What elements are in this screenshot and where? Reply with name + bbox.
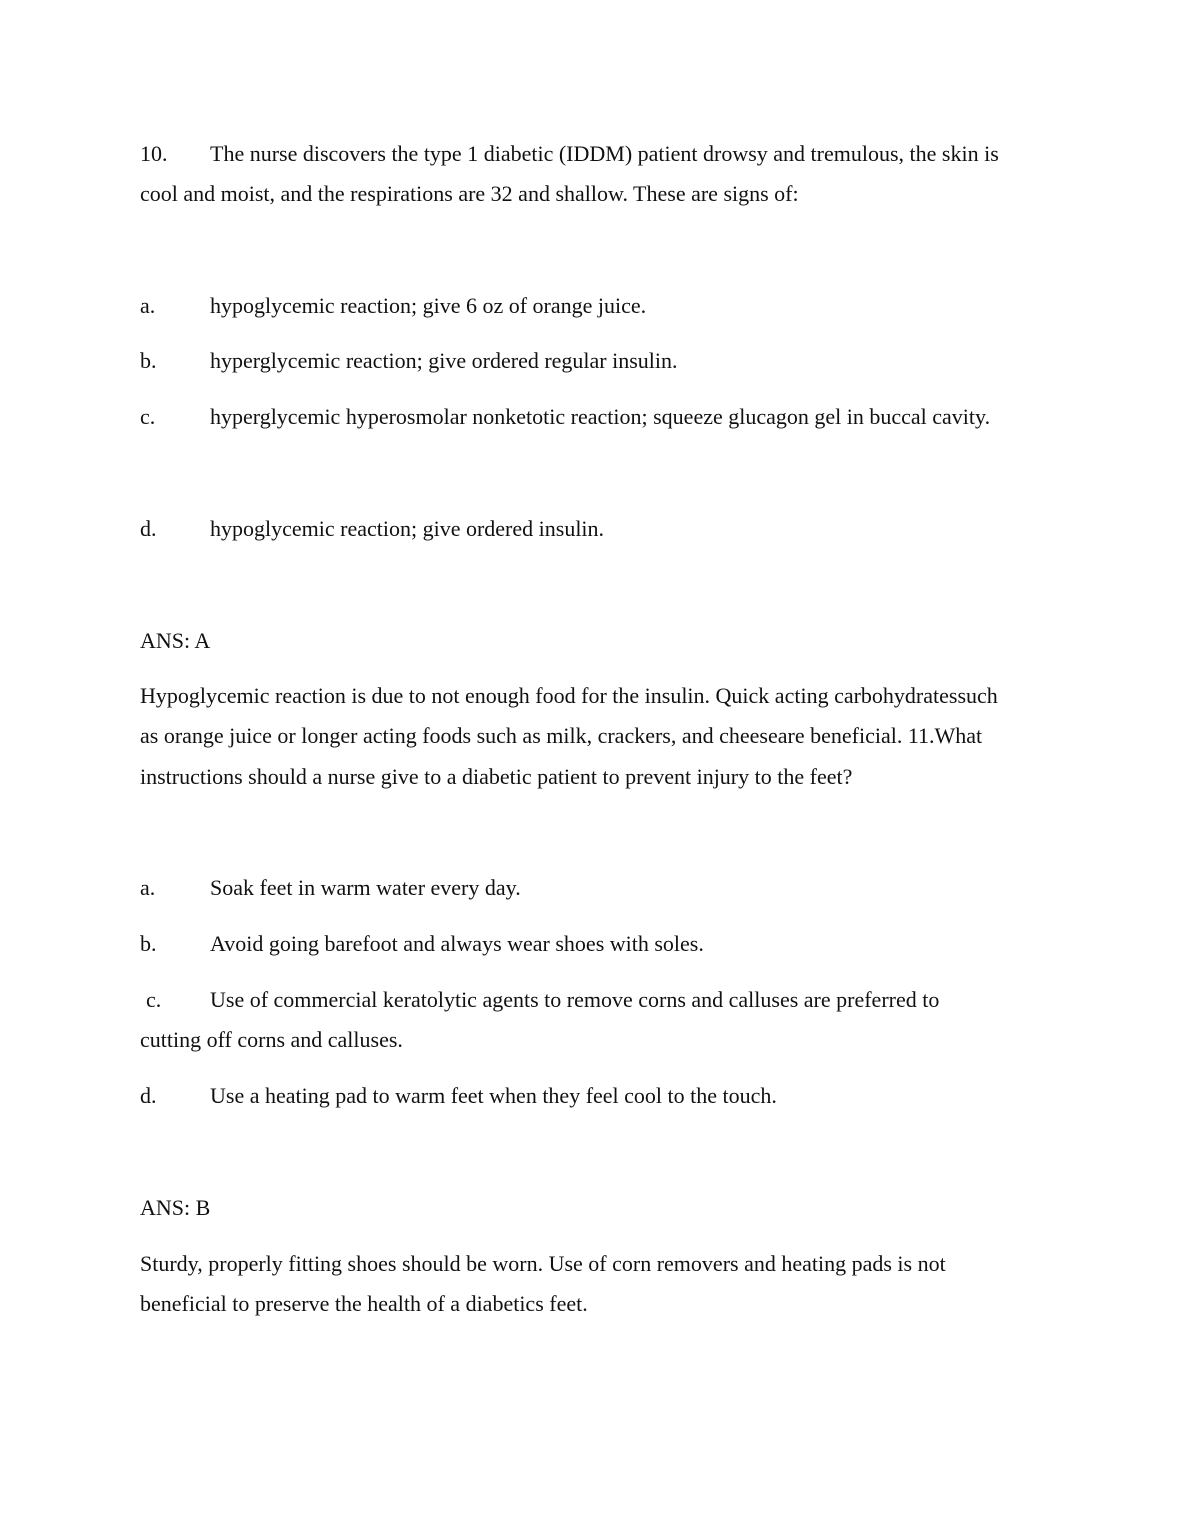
- option-text: hypoglycemic reaction; give ordered insulin.: [210, 516, 605, 541]
- option-text: hyperglycemic hyperosmolar nonketotic reaction; squeeze glucagon gel in buccal cavity.: [210, 404, 991, 429]
- option-letter: d.: [140, 516, 157, 541]
- option-letter: a.: [140, 293, 156, 318]
- rationale-line: Sturdy, properly fitting shoes should be worn. Use of corn removers and heating pads is not: [140, 1251, 946, 1276]
- question-stem-line: cool and moist, and the respirations are 32 and shallow. These are signs of:: [140, 181, 799, 206]
- option-text: Use a heating pad to warm feet when they feel cool to the touch.: [210, 1083, 777, 1108]
- rationale-line: instructions should a nurse give to a diabetic patient to prevent injury to the feet?: [140, 764, 853, 789]
- option-text: hyperglycemic reaction; give ordered regular insulin.: [210, 348, 678, 373]
- rationale-line: beneficial to preserve the health of a diabetics feet.: [140, 1291, 588, 1316]
- option-text-continuation: cutting off corns and calluses.: [140, 1027, 403, 1052]
- option-letter: c.: [140, 404, 156, 429]
- rationale-line: Hypoglycemic reaction is due to not enough food for the insulin. Quick acting carbohydratessuch: [140, 683, 998, 708]
- option-letter: b.: [140, 348, 157, 373]
- option-letter: a.: [140, 875, 156, 900]
- option-text: Use of commercial keratolytic agents to remove corns and calluses are preferred to: [210, 987, 940, 1012]
- option-letter: d.: [140, 1083, 157, 1108]
- answer-key: ANS: B: [140, 1195, 211, 1220]
- option-letter: c.: [146, 987, 162, 1012]
- option-letter: b.: [140, 931, 157, 956]
- answer-key: ANS: A: [140, 628, 211, 653]
- question-number: 10.: [140, 141, 168, 166]
- option-text: hypoglycemic reaction; give 6 oz of orange juice.: [210, 293, 647, 318]
- option-text: Soak feet in warm water every day.: [210, 875, 521, 900]
- question-stem-line: The nurse discovers the type 1 diabetic (IDDM) patient drowsy and tremulous, the skin is: [210, 141, 999, 166]
- option-text: Avoid going barefoot and always wear shoes with soles.: [210, 931, 704, 956]
- rationale-line: as orange juice or longer acting foods such as milk, crackers, and cheeseare beneficial. 11.What: [140, 723, 983, 748]
